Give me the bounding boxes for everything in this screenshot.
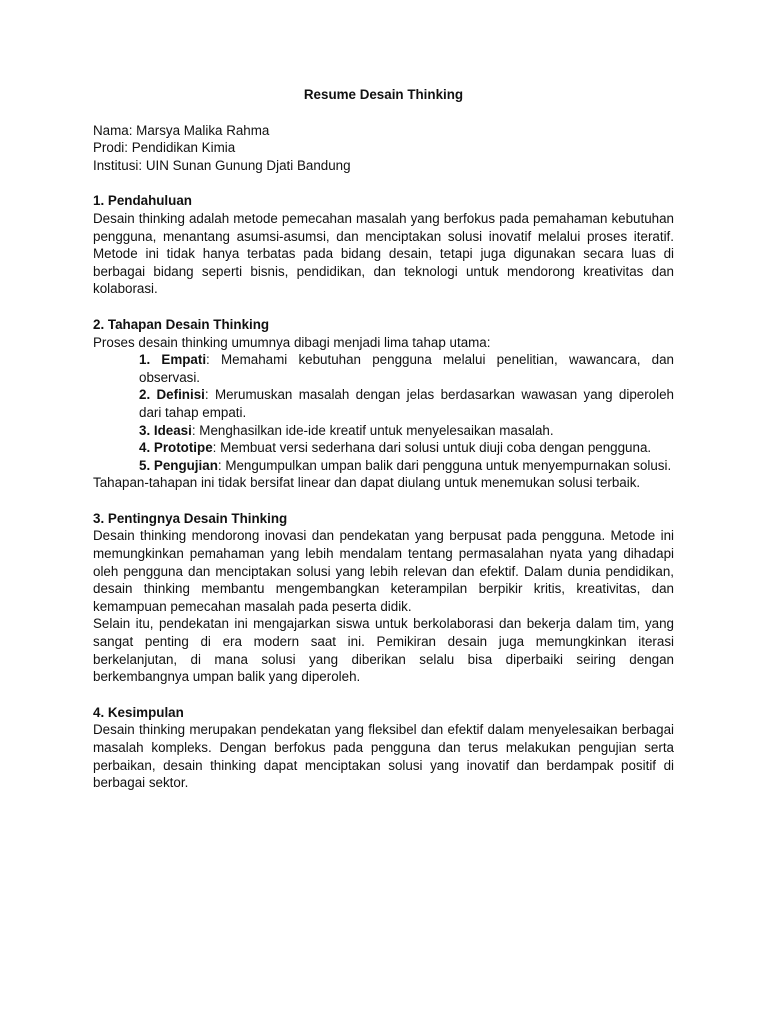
section-paragraph: Desain thinking adalah metode pemecahan masalah yang berfokus pada pemahaman kebutuhan pengguna, menantang asumsi-asumsi, dan menciptakan solusi inovatif melalui proses iteratif. Metode ini tidak hanya terbatas pada bidang desain, tetapi juga digunakan secara luas di berbagai bidang seperti bisnis, pendidikan, dan teknologi untuk mendorong kreativitas dan kolaborasi.	[93, 210, 674, 297]
step-term: 3. Ideasi	[139, 422, 192, 438]
step-term: 4. Prototipe	[139, 440, 213, 456]
step-description: : Menghasilkan ide-ide kreatif untuk menyelesaikan masalah.	[191, 422, 554, 438]
section-conclusion	[93, 704, 674, 792]
step-term: 2. Definisi	[139, 387, 205, 403]
section-heading: 2. Tahapan Desain Thinking	[93, 316, 270, 332]
document-title: Resume Desain Thinking	[303, 87, 464, 102]
section-heading: 3. Pentingnya Desain Thinking	[93, 510, 288, 526]
step-description: : Membuat versi sederhana dari solusi untuk diuji coba dengan pengguna.	[212, 440, 652, 456]
section-heading: 4. Kesimpulan	[93, 704, 184, 720]
stages-outro: Tahapan-tahapan ini tidak bersifat linear dan dapat diulang untuk menemukan solusi terbaik.	[93, 475, 641, 491]
section-paragraph-2: Selain itu, pendekatan ini mengajarkan siswa untuk berkolaborasi dan bekerja dalam tim, yang sangat penting di era modern saat ini. Pemikiran desain juga memungkinkan iterasi berkelanjutan, di mana solusi yang diberikan selalu bisa diperbaiki seiring dengan berkembangnya umpan balik yang diperoleh.	[93, 616, 674, 685]
step-description: : Merumuskan masalah dengan jelas berdasarkan wawasan yang diperoleh dari tahap empati.	[139, 387, 674, 420]
step-description: : Mengumpulkan umpan balik dari pengguna untuk menyempurnakan solusi.	[217, 457, 672, 473]
list-item	[139, 457, 674, 475]
stages-intro: Proses desain thinking umumnya dibagi menjadi lima tahap utama:	[93, 334, 491, 350]
study-program: Prodi: Pendidikan Kimia	[93, 140, 236, 156]
section-introduction	[93, 192, 674, 298]
list-item	[139, 351, 674, 386]
list-item	[139, 422, 674, 440]
section-importance	[93, 510, 674, 686]
section-paragraph: Desain thinking merupakan pendekatan yang fleksibel dan efektif dalam menyelesaikan berbagai masalah kompleks. Dengan berfokus pada pengguna dan terus melakukan pengujian serta perbaikan, desain thinking dapat menciptakan solusi yang inovatif dan berdampak positif di berbagai sektor.	[93, 722, 674, 791]
section-paragraph: Desain thinking mendorong inovasi dan pendekatan yang berpusat pada pengguna. Metode ini memungkinkan pemahaman yang lebih mendalam tentang permasalahan nyata yang dihadapi oleh pengguna dan menciptakan solusi yang lebih relevan dan efektif. Dalam dunia pendidikan, desain thinking membantu mengembangkan keterampilan berpikir kritis, kreativitas, dan kemampuan pemecahan masalah pada peserta didik.	[93, 528, 674, 614]
document-page	[93, 86, 674, 810]
step-term: 5. Pengujian	[139, 457, 218, 473]
section-stages	[93, 316, 674, 492]
institution: Institusi: UIN Sunan Gunung Djati Bandung	[93, 157, 351, 173]
author-name: Nama: Marsya Malika Rahma	[93, 122, 270, 138]
list-item	[139, 386, 674, 421]
step-description: : Memahami kebutuhan pengguna melalui penelitian, wawancara, dan observasi.	[139, 352, 674, 385]
author-info	[93, 122, 674, 175]
list-item	[139, 439, 674, 457]
section-heading: 1. Pendahuluan	[93, 193, 192, 209]
stages-list	[93, 351, 674, 474]
step-term: 1. Empati	[139, 352, 207, 368]
